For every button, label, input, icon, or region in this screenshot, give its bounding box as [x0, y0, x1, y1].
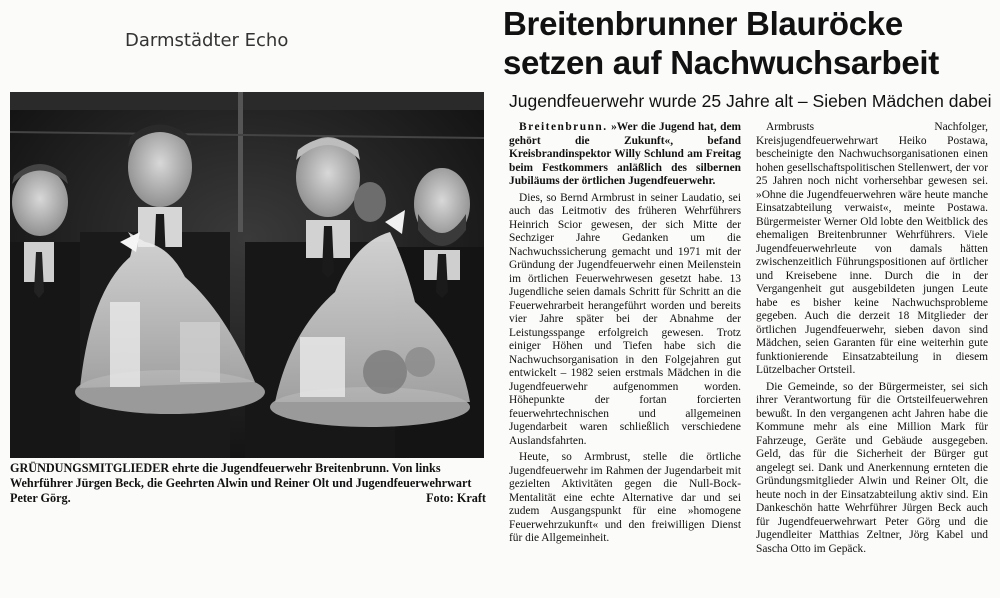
article-paragraph-1: Dies, so Bernd Armbrust in seiner Laudatio, sei auch das Leitmotiv des früheren Wehrführers Heinrich Scior gewesen, der sich Mitte der Sechziger Jahre Gedanken um die Nachwuchssicherung gemacht und 1971 mit der Gründung der Jugendfeuerwehr einen Meilenstein im örtlichen Feuerwehrwesen gesetzt habe. 13 Jugendliche seien damals Schritt für Schritt an die Feuerwehrarbeit herangeführt worden und bereits vier Jahre später bei der Abnahme der Leistungsspange erfolgreich gewesen. Trotz einiger Höhen und Tiefen habe sich die Nachwuchsorganisation in den Folgejahren gut entwickelt – 1982 seien erstmals Mädchen in die Jugendfeuerwehr aufgenommen worden. Höhepunkte der fortan forcierten feuerwehrtechnischen und allgemeinen Jugendarbeit waren schließlich verschiedene Auslandsfahrten.: [509, 191, 741, 447]
group-photo: [10, 92, 484, 458]
article-paragraph-3: Armbrusts Nachfolger, Kreisjugendfeuerwehrwart Heiko Postawa, bescheinigte den Nachwuchsorganisationen einen hohen gesellschaftspolitischen Stellenwert, der vor 25 Jahren noch nicht vorhersehbar gewesen sei. »Ohne die Jugendfeuerwehren wäre heute manche Einsatzabteilung verwaist«, meinte Postawa. Bürgermeister Werner Old lobte den Weitblick des ehemaligen Breitenbrunner Wehrführers. Viele Jugendfeuerwehrleute von damals hätten zwischenzeitlich Führungspositionen auf örtlicher und Kreisebene inne. Durch die in der Vergangenheit gut ausgebildeten jungen Leute habe es bisher keine Nachwuchsprobleme gegeben. Auch die derzeit 18 Mitglieder der örtlichen Jugendfeuerwehr, sieben davon sind Mädchen, seien Garanten für eine weiterhin gute funktionierende Einsatzabteilung in diesem Lützelbacher Ortsteil.: [756, 121, 988, 376]
article-headline: [503, 4, 993, 82]
lead-text: »Wer die Jugend hat, dem gehört die Zukunft«, befand Kreisbrandinspektor Willy Schlund am Freitag beim Festkommers anläßlich des silbernen Jubiläums der örtlichen Jugendfeuerwehr.: [509, 121, 741, 187]
article-column-2: [756, 121, 988, 559]
headline-line-1: Breitenbrunner Blauröcke: [503, 5, 903, 42]
caption-text: GRÜNDUNGSMITGLIEDER ehrte die Jugendfeuerwehr Breitenbrunn. Von links Wehrführer Jürgen Beck, die Geehrten Alwin und Reiner Olt und Jugendfeuerwehrwart Peter Görg.: [10, 461, 472, 506]
article-subheadline: Jugendfeuerwehr wurde 25 Jahre alt – Sieben Mädchen dabei: [509, 91, 992, 111]
article-paragraph-4: Die Gemeinde, so der Bürgermeister, sei sich ihrer Verantwortung für die Ortsteilfeuerwehren bewußt. In den vergangenen acht Jahren habe die Kommune mehr als eine Million Mark für Fahrzeuge, Geräte und Gebäude ausgegeben. Geld, das für die Sicherheit der Bürger gut angelegt sei. Dank und Anerkennung ernteten die Gründungsmitglieder Alwin und Reiner Olt, die heute noch in der Einsatzabteilung aktiv sind. Ein Dankeschön hatte Wehrführer Jürgen Beck auch für Jugendfeuerwehrwart Peter Görg und die Jugendleiter Matthias Zeltner, Jörg Kabel und Sascha Otto im Gepäck.: [756, 380, 988, 555]
newspaper-source: Darmstädter Echo: [125, 30, 289, 51]
article-lead: [509, 121, 741, 189]
photo-illustration: [10, 92, 484, 458]
photo-credit: Foto: Kraft: [426, 491, 486, 506]
dateline: Breitenbrunn.: [519, 121, 608, 133]
article-column-1: [509, 121, 741, 549]
photo-caption: [10, 461, 486, 507]
headline-line-2: setzen auf Nachwuchsarbeit: [503, 44, 939, 81]
article-paragraph-2: Heute, so Armbrust, stelle die örtliche Jugendfeuerwehr im Rahmen der Jugendarbeit mit gezielten Aktivitäten gegen die Null-Bock-Mentalität eine echte Alternative dar und sei zudem Ausgangspunkt für eine »homogene Feuerwehrzukunft« und den freiwilligen Dienst für die Allgemeinheit.: [509, 451, 741, 544]
